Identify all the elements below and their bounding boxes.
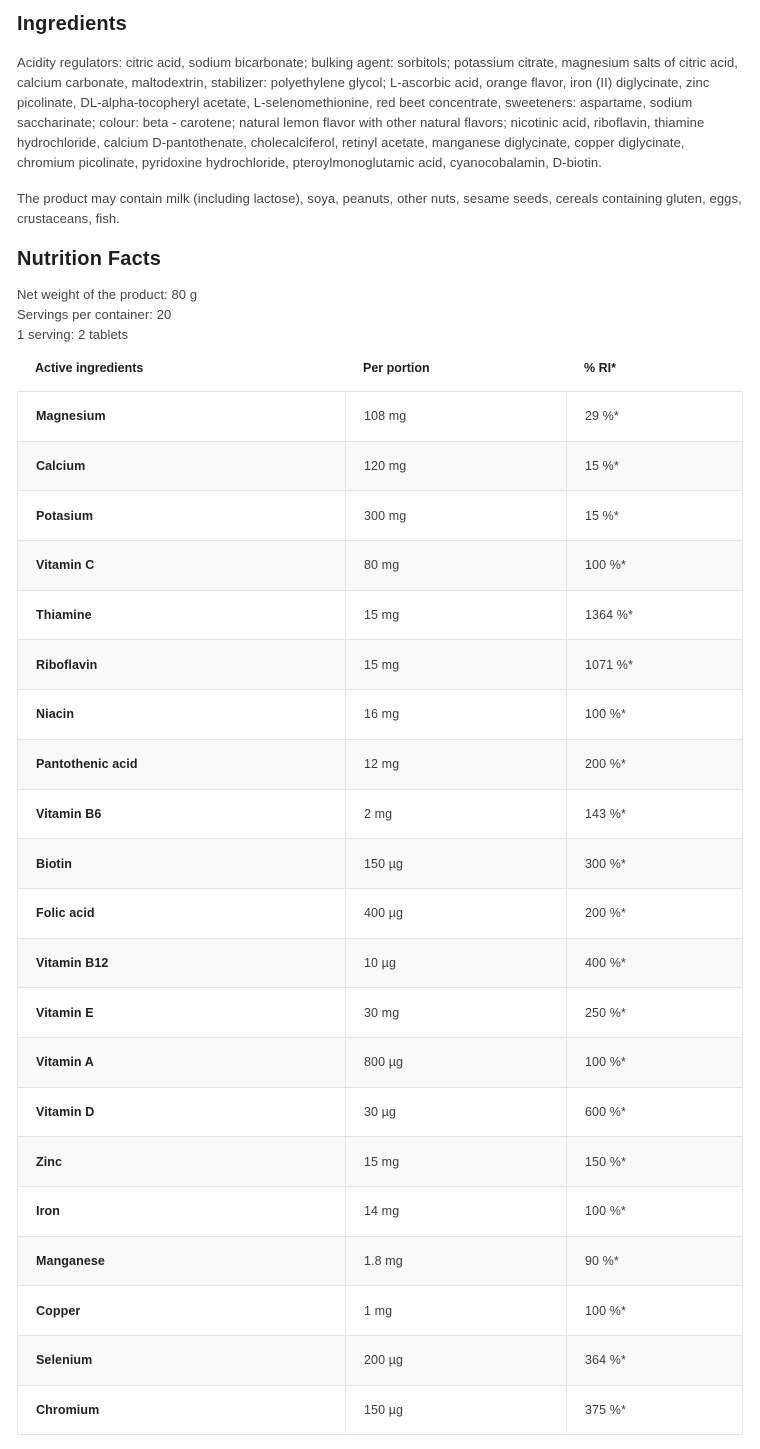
ri-cell: 15 %* bbox=[567, 491, 743, 541]
ingredient-name-cell: Biotin bbox=[18, 839, 346, 889]
ri-cell: 200 %* bbox=[567, 889, 743, 939]
per-portion-cell: 30 µg bbox=[346, 1088, 567, 1138]
per-portion-cell: 15 mg bbox=[346, 1137, 567, 1187]
table-row bbox=[18, 889, 743, 939]
ingredient-name-cell: Thiamine bbox=[18, 591, 346, 641]
ingredient-name-cell: Selenium bbox=[18, 1336, 346, 1386]
ingredient-name-cell: Vitamin B12 bbox=[18, 939, 346, 989]
ri-cell: 364 %* bbox=[567, 1336, 743, 1386]
ingredient-name-cell: Potasium bbox=[18, 491, 346, 541]
nutrition-table bbox=[17, 360, 742, 1435]
per-portion-cell: 108 mg bbox=[346, 392, 567, 442]
per-portion-cell: 120 mg bbox=[346, 442, 567, 492]
ri-cell: 300 %* bbox=[567, 839, 743, 889]
ingredient-name-cell: Vitamin B6 bbox=[18, 790, 346, 840]
per-portion-cell: 10 µg bbox=[346, 939, 567, 989]
nutrition-facts-section-title: Nutrition Facts bbox=[17, 248, 162, 270]
serving-size-line: 1 serving: 2 tablets bbox=[17, 327, 129, 342]
table-row bbox=[18, 491, 743, 541]
per-portion-cell: 16 mg bbox=[346, 690, 567, 740]
ingredients-section-title: Ingredients bbox=[17, 13, 127, 35]
table-row bbox=[18, 690, 743, 740]
ingredient-name-cell: Copper bbox=[18, 1286, 346, 1336]
ingredient-name-cell: Vitamin C bbox=[18, 541, 346, 591]
ri-cell: 1364 %* bbox=[567, 591, 743, 641]
table-row bbox=[18, 442, 743, 492]
ingredient-name-cell: Manganese bbox=[18, 1237, 346, 1287]
per-portion-cell: 14 mg bbox=[346, 1187, 567, 1237]
per-portion-cell: 15 mg bbox=[346, 591, 567, 641]
ingredient-name-cell: Riboflavin bbox=[18, 640, 346, 690]
per-portion-cell: 400 µg bbox=[346, 889, 567, 939]
per-portion-cell: 150 µg bbox=[346, 839, 567, 889]
ri-cell: 100 %* bbox=[567, 690, 743, 740]
table-body bbox=[17, 391, 743, 1435]
table-row bbox=[18, 1336, 743, 1386]
table-row bbox=[18, 591, 743, 641]
column-header-active-ingredients: Active ingredients bbox=[35, 361, 144, 375]
ingredient-name-cell: Folic acid bbox=[18, 889, 346, 939]
table-row bbox=[18, 1286, 743, 1336]
ingredient-name-cell: Calcium bbox=[18, 442, 346, 492]
per-portion-cell: 1 mg bbox=[346, 1286, 567, 1336]
ingredient-name-cell: Vitamin E bbox=[18, 988, 346, 1038]
per-portion-cell: 2 mg bbox=[346, 790, 567, 840]
table-row bbox=[18, 640, 743, 690]
per-portion-cell: 1.8 mg bbox=[346, 1237, 567, 1287]
table-row bbox=[18, 1137, 743, 1187]
ri-cell: 375 %* bbox=[567, 1386, 743, 1436]
per-portion-cell: 150 µg bbox=[346, 1386, 567, 1436]
ingredient-name-cell: Niacin bbox=[18, 690, 346, 740]
per-portion-cell: 80 mg bbox=[346, 541, 567, 591]
table-row bbox=[18, 839, 743, 889]
ri-cell: 100 %* bbox=[567, 541, 743, 591]
serving-info-block bbox=[17, 285, 742, 345]
per-portion-cell: 800 µg bbox=[346, 1038, 567, 1088]
ri-cell: 90 %* bbox=[567, 1237, 743, 1287]
per-portion-cell: 30 mg bbox=[346, 988, 567, 1038]
table-row bbox=[18, 392, 743, 442]
ri-cell: 600 %* bbox=[567, 1088, 743, 1138]
ingredient-name-cell: Vitamin D bbox=[18, 1088, 346, 1138]
allergen-notice-text: The product may contain milk (including lactose), soya, peanuts, other nuts, sesame seeds, cereals containing gluten, eggs, crustaceans, fish. bbox=[17, 191, 742, 226]
ri-cell: 150 %* bbox=[567, 1137, 743, 1187]
table-row bbox=[18, 939, 743, 989]
table-row bbox=[18, 541, 743, 591]
table-row bbox=[18, 740, 743, 790]
ingredients-composition-text: Acidity regulators: citric acid, sodium bicarbonate; bulking agent: sorbitols; potassium citrate, magnesium salts of citric acid, calcium carbonate, maltodextrin, stabilizer: polyethylene glycol; L-ascorbic acid, orange flavor, iron (II) diglycinate, zinc picolinate, DL-alpha-tocopheryl acetate, L-selenomethionine, red beet concentrate, sweeteners: aspartame, sodium saccharinate; colour: beta - carotene; natural lemon flavor with other natural flavors; nicotinic acid, riboflavin, thiamine hydrochloride, calcium D-pantothenate, cholecalciferol, retinyl acetate, manganese diglycinate, copper diglycinate, chromium picolinate, pyridoxine hydrochloride, pteroylmonoglutamic acid, cyanocobalamin, D-biotin. bbox=[17, 55, 738, 170]
ingredient-name-cell: Vitamin A bbox=[18, 1038, 346, 1088]
per-portion-cell: 300 mg bbox=[346, 491, 567, 541]
per-portion-cell: 15 mg bbox=[346, 640, 567, 690]
table-row bbox=[18, 1088, 743, 1138]
ri-cell: 100 %* bbox=[567, 1038, 743, 1088]
ri-cell: 250 %* bbox=[567, 988, 743, 1038]
table-header-row bbox=[17, 360, 742, 376]
table-row bbox=[18, 1386, 743, 1436]
per-portion-cell: 12 mg bbox=[346, 740, 567, 790]
ri-cell: 29 %* bbox=[567, 392, 743, 442]
net-weight-line: Net weight of the product: 80 g bbox=[17, 287, 198, 302]
column-header-per-portion: Per portion bbox=[363, 361, 430, 375]
ri-cell: 1071 %* bbox=[567, 640, 743, 690]
table-row bbox=[18, 988, 743, 1038]
ri-cell: 400 %* bbox=[567, 939, 743, 989]
table-row bbox=[18, 1237, 743, 1287]
ri-cell: 200 %* bbox=[567, 740, 743, 790]
servings-per-container-line: Servings per container: 20 bbox=[17, 307, 172, 322]
ingredient-name-cell: Zinc bbox=[18, 1137, 346, 1187]
ingredient-name-cell: Pantothenic acid bbox=[18, 740, 346, 790]
ingredient-name-cell: Iron bbox=[18, 1187, 346, 1237]
table-row bbox=[18, 790, 743, 840]
table-row bbox=[18, 1187, 743, 1237]
ri-cell: 100 %* bbox=[567, 1187, 743, 1237]
table-row bbox=[18, 1038, 743, 1088]
ri-cell: 100 %* bbox=[567, 1286, 743, 1336]
ingredient-name-cell: Magnesium bbox=[18, 392, 346, 442]
ingredient-name-cell: Chromium bbox=[18, 1386, 346, 1436]
ri-cell: 15 %* bbox=[567, 442, 743, 492]
per-portion-cell: 200 µg bbox=[346, 1336, 567, 1386]
ri-cell: 143 %* bbox=[567, 790, 743, 840]
column-header-ri: % RI* bbox=[584, 361, 616, 375]
